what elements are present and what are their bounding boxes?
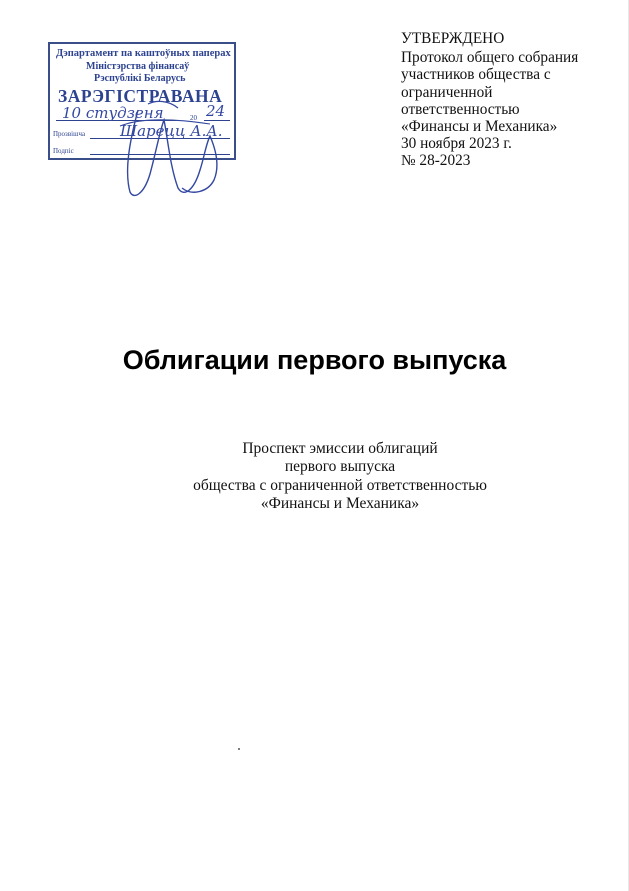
subtitle-line: первого выпуска [284, 458, 396, 476]
approval-line: 30 ноября 2023 г. [401, 135, 512, 153]
document-subtitle [0, 440, 629, 514]
approval-line: участников общества с [401, 66, 551, 84]
approval-line: № 28-2023 [401, 152, 471, 170]
stamp-year-prefix: 20 [190, 114, 197, 122]
stamp-signature-label: Подпіс [53, 147, 74, 155]
approval-line: ответственностью [401, 100, 520, 118]
handwritten-signature [60, 70, 260, 210]
stamp-surname: Шарецц А.А. [120, 122, 223, 140]
stamp-surname-label: Прозвішча [53, 130, 86, 138]
stamp-date: 10 студзеня [62, 104, 164, 122]
subtitle-line: общества с ограниченной ответственностью [193, 476, 487, 494]
approval-heading: УТВЕРЖДЕНО [401, 30, 505, 47]
approval-line: Протокол общего собрания [401, 49, 579, 67]
subtitle-line: «Финансы и Механика» [260, 495, 420, 513]
subtitle-line: Проспект эмиссии облигаций [242, 440, 438, 457]
approval-line: «Финансы и Механика» [401, 118, 558, 136]
stamp-republic: Рэспублікі Беларусь [94, 73, 186, 84]
document-title: Облигации первого выпуска [122, 345, 507, 375]
stamp-department: Дэпартамент па каштоўных паперах [56, 48, 231, 59]
stamp-year: 24 [206, 102, 226, 120]
stray-dot [238, 748, 240, 750]
stamp-ministry: Міністэрства фінансаў [86, 61, 190, 72]
approval-block [401, 30, 578, 170]
stamp-registered: ЗАРЭГІСТРАВАНА [58, 86, 223, 106]
approval-line: ограниченной [401, 83, 493, 101]
